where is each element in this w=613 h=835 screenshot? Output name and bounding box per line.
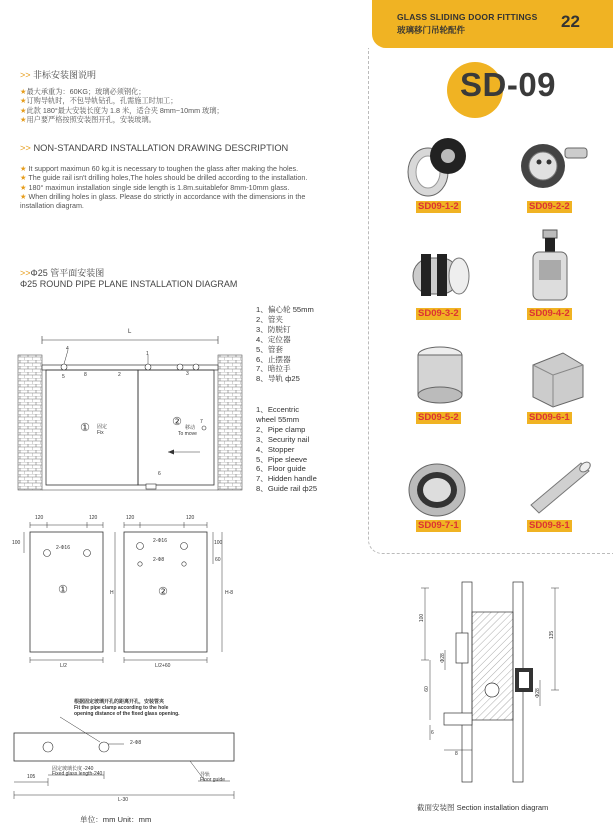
callout-8: 8 (84, 372, 87, 378)
sec-dim-8: 8 (455, 751, 458, 757)
callout-4: 4 (66, 346, 69, 352)
hole-2phi16-2: 2-Φ16 (153, 538, 167, 544)
rail-hole-2phi8: 2-Φ8 (130, 740, 142, 746)
list-item: ★最大承重为：60KG；玻璃必须钢化； (20, 87, 146, 96)
star-icon: ★ (20, 114, 27, 124)
pipe-diagram-heading-cn: >>Φ25 管平面安装图 (20, 268, 105, 278)
dim-H: H (110, 590, 114, 596)
dim-100-2: 100 (214, 540, 223, 546)
fixed-panel-cn: 固定 (97, 424, 108, 430)
page-number: 22 (561, 12, 580, 31)
product-label-sd09-6-1: SD09-6-1 (529, 412, 570, 423)
heading-marker: >> (20, 70, 31, 80)
fixed-glass-length-en: Fixed glass length-240 (52, 771, 103, 777)
heading-marker: >> (20, 143, 31, 153)
rail-label-cn: 导轨 (200, 772, 211, 778)
dim-120-left-2: 120 (126, 515, 135, 521)
list-item: ★用户要严格按照安装图开孔，安装玻璃。 (20, 114, 156, 124)
callout-3: 3 (186, 371, 189, 377)
list-item: ★ When drilling holes in glass. Please do strictly in accordance with the dimensions in the installation diagram. (20, 191, 306, 211)
list-item: ★此款 180°最大安装长度为 1.8 米，适合夹 8mm~10mm 玻璃； (20, 105, 224, 115)
heading-marker: >> (20, 268, 31, 278)
rail-note-en-2: opening distance of the fixed glass opening. (74, 711, 180, 717)
callout-7: 7 (200, 419, 203, 425)
product-label-sd09-7-1: SD09-7-1 (418, 520, 459, 531)
model-code: SD-09 (460, 66, 557, 103)
header-title-en: GLASS SLIDING DOOR FITTINGS (397, 12, 538, 22)
hole-2phi8: 2-Φ8 (153, 557, 165, 563)
legend-cn: 1、偏心轮 55mm 2、管夹 3、防脱钉 4、定位器 5、管套 6、止摆器 7、暗拉手 8、导轨 ф25 (256, 305, 314, 384)
dim-120-right: 120 (89, 515, 98, 521)
dim-105: 105 (27, 774, 36, 780)
moving-panel-cn: 移动 (185, 425, 196, 431)
moving-panel-number: ② (172, 416, 182, 428)
sec-dim-phi28: Φ28 (439, 653, 446, 663)
list-item: ★ It support maximun 60 kg.it is necessary to toughen the glass after making the holes. (20, 164, 299, 173)
dim-L2: L/2 (60, 663, 67, 669)
product-label-sd09-5-2: SD09-5-2 (418, 412, 459, 423)
star-icon: ★ (20, 87, 27, 96)
dimension-L: L (128, 329, 132, 335)
product-label-sd09-3-2: SD09-3-2 (418, 308, 459, 319)
product-label-sd09-4-2: SD09-4-2 (529, 308, 570, 319)
header-title-cn: 玻璃移门吊轮配件 (397, 25, 466, 35)
product-label-sd09-8-1: SD09-8-1 (529, 520, 570, 531)
fixed-panel-en: Fix (97, 430, 104, 436)
product-label-sd09-2-2: SD09-2-2 (529, 201, 570, 212)
product-label-sd09-1-2: SD09-1-2 (418, 201, 459, 212)
dim-120-left: 120 (35, 515, 44, 521)
star-icon: ★ (20, 96, 27, 106)
dim-L2-60: L/2+60 (155, 663, 171, 669)
dim-L30: L-30 (118, 797, 129, 803)
nonstandard-cn-heading-text: 非标安装图说明 (33, 70, 97, 80)
list-item: ★ 180° maximun installation single side length is 1.8m.suitablefor 8mm-10mm glass. (20, 182, 290, 192)
dim-100: 100 (12, 540, 21, 546)
section-caption: 截面安装图 Section installation diagram (417, 803, 549, 812)
list-item: ★ The guide rail isn't drilling holes,The holes should be drilled according to the installation. (20, 173, 308, 183)
sec-dim-60: 60 (423, 686, 430, 692)
star-icon: ★ (20, 191, 27, 201)
rail-label-en: Floor guide (200, 777, 226, 783)
rail-note-en-1: Fit the pipe clamp according to the hole (74, 705, 169, 711)
fixed-panel-number: ① (80, 422, 90, 434)
fixed-glass-length-cn: 固定玻璃长度 -240 (52, 766, 94, 772)
dim-60: 60 (215, 557, 221, 563)
legend-en: 1、Eccentric wheel 55mm 2、Pipe clamp 3、Security nail 4、Stopper 5、Pipe sleeve 6、Floor guide 7、Hidden handle 8、Guide rail ф25 (256, 405, 318, 494)
callout-6: 6 (158, 471, 161, 477)
dim-120-right-2: 120 (186, 515, 195, 521)
sec-dim-135: 135 (549, 630, 556, 640)
star-icon: ★ (20, 164, 27, 173)
callout-5: 5 (62, 374, 65, 380)
star-icon: ★ (20, 182, 27, 192)
rail-note-cn: 根据固定玻璃开孔的距离开孔，安装管夹 (74, 699, 165, 705)
sec-dim-100: 100 (419, 613, 426, 623)
dim-H8: H-8 (225, 590, 234, 596)
moving-panel-en: To move (178, 431, 197, 437)
star-icon: ★ (20, 105, 27, 115)
panel2-number: ② (158, 586, 168, 598)
panel1-number: ① (58, 584, 68, 596)
callout-2: 2 (118, 372, 121, 378)
unit-label: 单位：mm Unit：mm (80, 815, 152, 824)
hole-2phi16-1: 2-Φ16 (56, 545, 70, 551)
sec-dim-6: 6 (431, 730, 434, 736)
star-icon: ★ (20, 173, 27, 183)
sec-dim-phi28b: Φ28 (534, 688, 541, 698)
nonstandard-en-heading-text: NON-STANDARD INSTALLATION DRAWING DESCRIPTION (33, 143, 289, 153)
callout-1: 1 (146, 351, 149, 357)
pipe-diagram-heading-en: Φ25 ROUND PIPE PLANE INSTALLATION DIAGRAM (20, 279, 238, 289)
list-item: ★订购导轨时，不包导轨钻孔，孔需施工时加工； (20, 96, 178, 106)
